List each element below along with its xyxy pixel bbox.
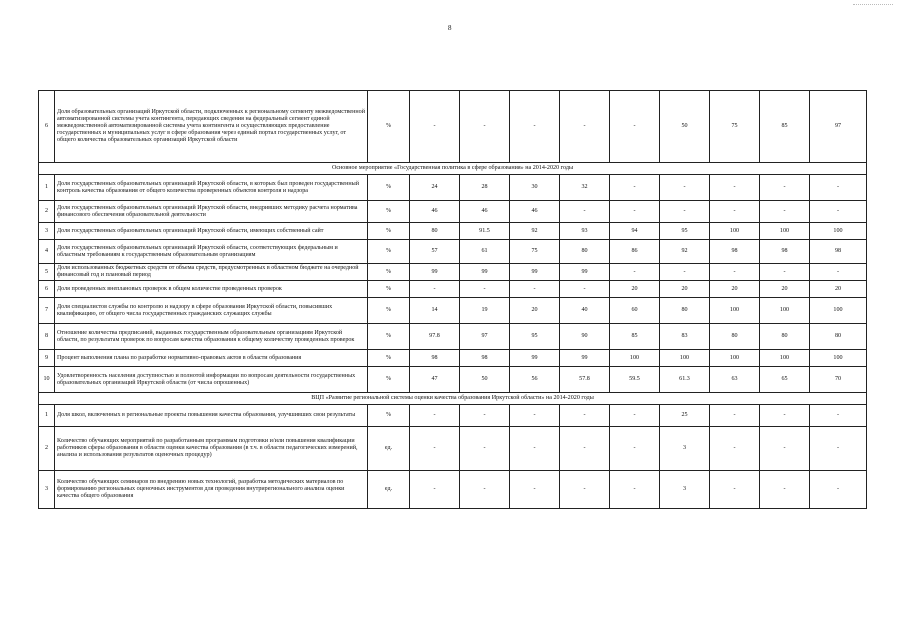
value-cell: 25 [660,405,710,427]
value-cell: 30 [510,175,560,201]
value-cell: 100 [810,350,867,367]
value-cell: 99 [560,350,610,367]
value-cell: 93 [560,223,610,240]
value-cell: - [810,427,867,471]
value-cell: - [710,201,760,223]
value-cell: 80 [410,223,460,240]
value-cell: - [510,405,560,427]
value-cell: 99 [460,264,510,281]
table-row [39,324,867,350]
indicator-name: Доля школ, включенных в региональные проекты повышения качества образования, улучшивших свои результаты [55,405,368,427]
value-cell: 99 [510,350,560,367]
row-number: 6 [39,91,55,163]
row-number: 3 [39,471,55,509]
table-row [39,201,867,223]
table-row [39,91,867,163]
value-cell: 65 [760,367,810,393]
table-row [39,367,867,393]
value-cell: 100 [760,298,810,324]
section-header-title: ВЦП «Развитие региональной системы оценки качества образования Иркутской области» на 2014-2020 годы [39,393,867,405]
value-cell: - [560,405,610,427]
unit-cell: % [368,223,410,240]
value-cell: 3 [660,471,710,509]
row-number: 1 [39,175,55,201]
value-cell: - [760,427,810,471]
indicator-name: Количество обучающих семинаров по внедрению новых технологий, разработка методических материалов по формированию региональных оценочных инструментов для проведения внутрирегионального анализа оценки качества общего образования [55,471,368,509]
value-cell: 60 [610,298,660,324]
value-cell: 20 [660,281,710,298]
value-cell: - [460,471,510,509]
value-cell: 98 [410,350,460,367]
row-number: 2 [39,201,55,223]
value-cell: 59.5 [610,367,660,393]
section-header-title: Основное мероприятие «Государственная политика в сфере образования» на 2014-2020 годы [39,163,867,175]
value-cell: - [410,405,460,427]
value-cell: - [760,201,810,223]
indicator-name: Доля государственных образовательных организаций Иркутской области, в которых был проведен государственный контроль качества образования от общего количества проверенных объектов контроля и надзора [55,175,368,201]
value-cell: - [610,201,660,223]
section-header [39,393,867,405]
unit-cell: % [368,367,410,393]
unit-cell: % [368,324,410,350]
indicators-table [38,90,867,509]
table-row [39,405,867,427]
value-cell: 85 [610,324,660,350]
value-cell: 100 [810,223,867,240]
value-cell: 100 [660,350,710,367]
value-cell: - [610,91,660,163]
value-cell: 80 [710,324,760,350]
unit-cell: ед. [368,427,410,471]
value-cell: 75 [510,240,560,264]
table-row [39,240,867,264]
row-number: 3 [39,223,55,240]
unit-cell: % [368,350,410,367]
value-cell: 99 [560,264,610,281]
value-cell: 97 [460,324,510,350]
value-cell: 100 [760,223,810,240]
value-cell: - [610,427,660,471]
value-cell: - [460,91,510,163]
value-cell: 80 [810,324,867,350]
value-cell: 50 [660,91,710,163]
row-number: 9 [39,350,55,367]
value-cell: - [460,405,510,427]
value-cell: 28 [460,175,510,201]
value-cell: - [710,427,760,471]
value-cell: 85 [760,91,810,163]
value-cell: - [710,405,760,427]
value-cell: - [810,201,867,223]
row-number: 5 [39,264,55,281]
value-cell: 100 [710,350,760,367]
value-cell: - [410,281,460,298]
value-cell: - [660,264,710,281]
value-cell: - [710,264,760,281]
unit-cell: % [368,201,410,223]
unit-cell: % [368,175,410,201]
value-cell: 20 [610,281,660,298]
table-row [39,223,867,240]
value-cell: - [460,427,510,471]
row-number: 6 [39,281,55,298]
unit-cell: % [368,405,410,427]
value-cell: 20 [710,281,760,298]
value-cell: 19 [460,298,510,324]
value-cell: 80 [660,298,710,324]
value-cell: 83 [660,324,710,350]
value-cell: 3 [660,427,710,471]
table-row [39,175,867,201]
indicator-name: Доля специалистов службы по контролю и надзору в сфере образования Иркутской области, повысивших квалификацию, от общего числа государственных гражданских служащих службы [55,298,368,324]
row-number: 2 [39,427,55,471]
value-cell: 100 [810,298,867,324]
value-cell: 98 [760,240,810,264]
unit-cell: % [368,240,410,264]
value-cell: - [560,471,610,509]
value-cell: - [510,427,560,471]
value-cell: 40 [560,298,610,324]
section-header [39,163,867,175]
unit-cell: % [368,264,410,281]
value-cell: 95 [660,223,710,240]
value-cell: - [560,281,610,298]
value-cell: - [510,281,560,298]
value-cell: - [760,471,810,509]
value-cell: 20 [810,281,867,298]
value-cell: - [660,201,710,223]
value-cell: - [660,175,710,201]
value-cell: 92 [510,223,560,240]
value-cell: - [810,264,867,281]
value-cell: - [610,175,660,201]
row-number: 7 [39,298,55,324]
indicator-name: Доля образовательных организаций Иркутской области, подключенных к региональному сегменту межведомственной автоматизированной системы учета контингента, передающих сведения на федеральный сегмент единой межведомственной автоматизированной системы учета контингента и осуществляющих предоставление государственных и муниципальных услуг в сфере образования через единый портал государственных услуг, от общего количества образовательных организаций Иркутской области [55,91,368,163]
value-cell: 75 [710,91,760,163]
scan-artifact [853,4,893,6]
value-cell: 47 [410,367,460,393]
row-number: 10 [39,367,55,393]
row-number: 8 [39,324,55,350]
value-cell: - [610,471,660,509]
page-number: 8 [448,24,452,32]
value-cell: 50 [460,367,510,393]
value-cell: - [710,175,760,201]
value-cell: - [610,264,660,281]
value-cell: - [760,175,810,201]
value-cell: 63 [710,367,760,393]
value-cell: 94 [610,223,660,240]
indicator-name: Процент выполнения плана по разработке нормативно-правовых актов в области образования [55,350,368,367]
value-cell: 56 [510,367,560,393]
unit-cell: % [368,298,410,324]
value-cell: 91.5 [460,223,510,240]
value-cell: - [810,405,867,427]
value-cell: 98 [710,240,760,264]
value-cell: - [560,427,610,471]
value-cell: 32 [560,175,610,201]
value-cell: - [410,91,460,163]
value-cell: 80 [560,240,610,264]
value-cell: 100 [610,350,660,367]
value-cell: - [760,264,810,281]
value-cell: - [760,405,810,427]
value-cell: 86 [610,240,660,264]
value-cell: 90 [560,324,610,350]
indicator-name: Доля использованных бюджетных средств от объема средств, предусмотренных в областном бюджете на очередной финансовый год и плановый период [55,264,368,281]
value-cell: 14 [410,298,460,324]
value-cell: - [610,405,660,427]
value-cell: 57.8 [560,367,610,393]
row-number: 4 [39,240,55,264]
value-cell: 97 [810,91,867,163]
value-cell: 97.8 [410,324,460,350]
value-cell: 24 [410,175,460,201]
value-cell: 100 [710,298,760,324]
value-cell: 100 [760,350,810,367]
indicator-name: Доля проведенных внеплановых проверок в общем количестве проведенных проверок [55,281,368,298]
value-cell: - [710,471,760,509]
unit-cell: % [368,91,410,163]
indicator-name: Доля государственных образовательных организаций Иркутской области, имеющих собственный сайт [55,223,368,240]
value-cell: 98 [810,240,867,264]
value-cell: 46 [460,201,510,223]
value-cell: 61 [460,240,510,264]
value-cell: 57 [410,240,460,264]
value-cell: 61.3 [660,367,710,393]
row-number: 1 [39,405,55,427]
value-cell: 92 [660,240,710,264]
value-cell: - [560,201,610,223]
table-row [39,471,867,509]
value-cell: 70 [810,367,867,393]
value-cell: 20 [760,281,810,298]
value-cell: 20 [510,298,560,324]
table-row [39,298,867,324]
value-cell: - [510,91,560,163]
value-cell: - [560,91,610,163]
value-cell: 99 [510,264,560,281]
unit-cell: ед. [368,471,410,509]
table-row [39,281,867,298]
indicator-name: Удовлетворенность населения доступностью и полнотой информации по вопросам деятельности государственных образовательных организаций Иркутской области (от числа опрошенных) [55,367,368,393]
indicator-name: Доля государственных образовательных организаций Иркутской области, внедривших методику расчета норматива финансового обеспечения образовательной деятельности [55,201,368,223]
value-cell: - [460,281,510,298]
indicator-name: Доля государственных образовательных организаций Иркутской области, соответствующих федеральным и областным требованиям к государственным образовательным организациям [55,240,368,264]
value-cell: - [410,427,460,471]
value-cell: 100 [710,223,760,240]
unit-cell: % [368,281,410,298]
value-cell: - [810,471,867,509]
table-row [39,264,867,281]
table-row [39,350,867,367]
value-cell: - [810,175,867,201]
indicator-name: Отношение количества предписаний, выданных государственным образовательным организациям Иркутской области, по результатам проверок по вопросам качества образования к общему количеству проведенных проверок [55,324,368,350]
value-cell: 99 [410,264,460,281]
value-cell: 95 [510,324,560,350]
value-cell: 80 [760,324,810,350]
value-cell: 46 [510,201,560,223]
value-cell: 46 [410,201,460,223]
value-cell: 98 [460,350,510,367]
table-row [39,427,867,471]
value-cell: - [510,471,560,509]
indicator-name: Количество обучающих мероприятий по разработанным программам подготовки и/или повышения квалификации работников сферы образования в области оценки качества образования (в т.ч. в области педагогических измерений, анализа и использования результатов оценочных процедур) [55,427,368,471]
value-cell: - [410,471,460,509]
